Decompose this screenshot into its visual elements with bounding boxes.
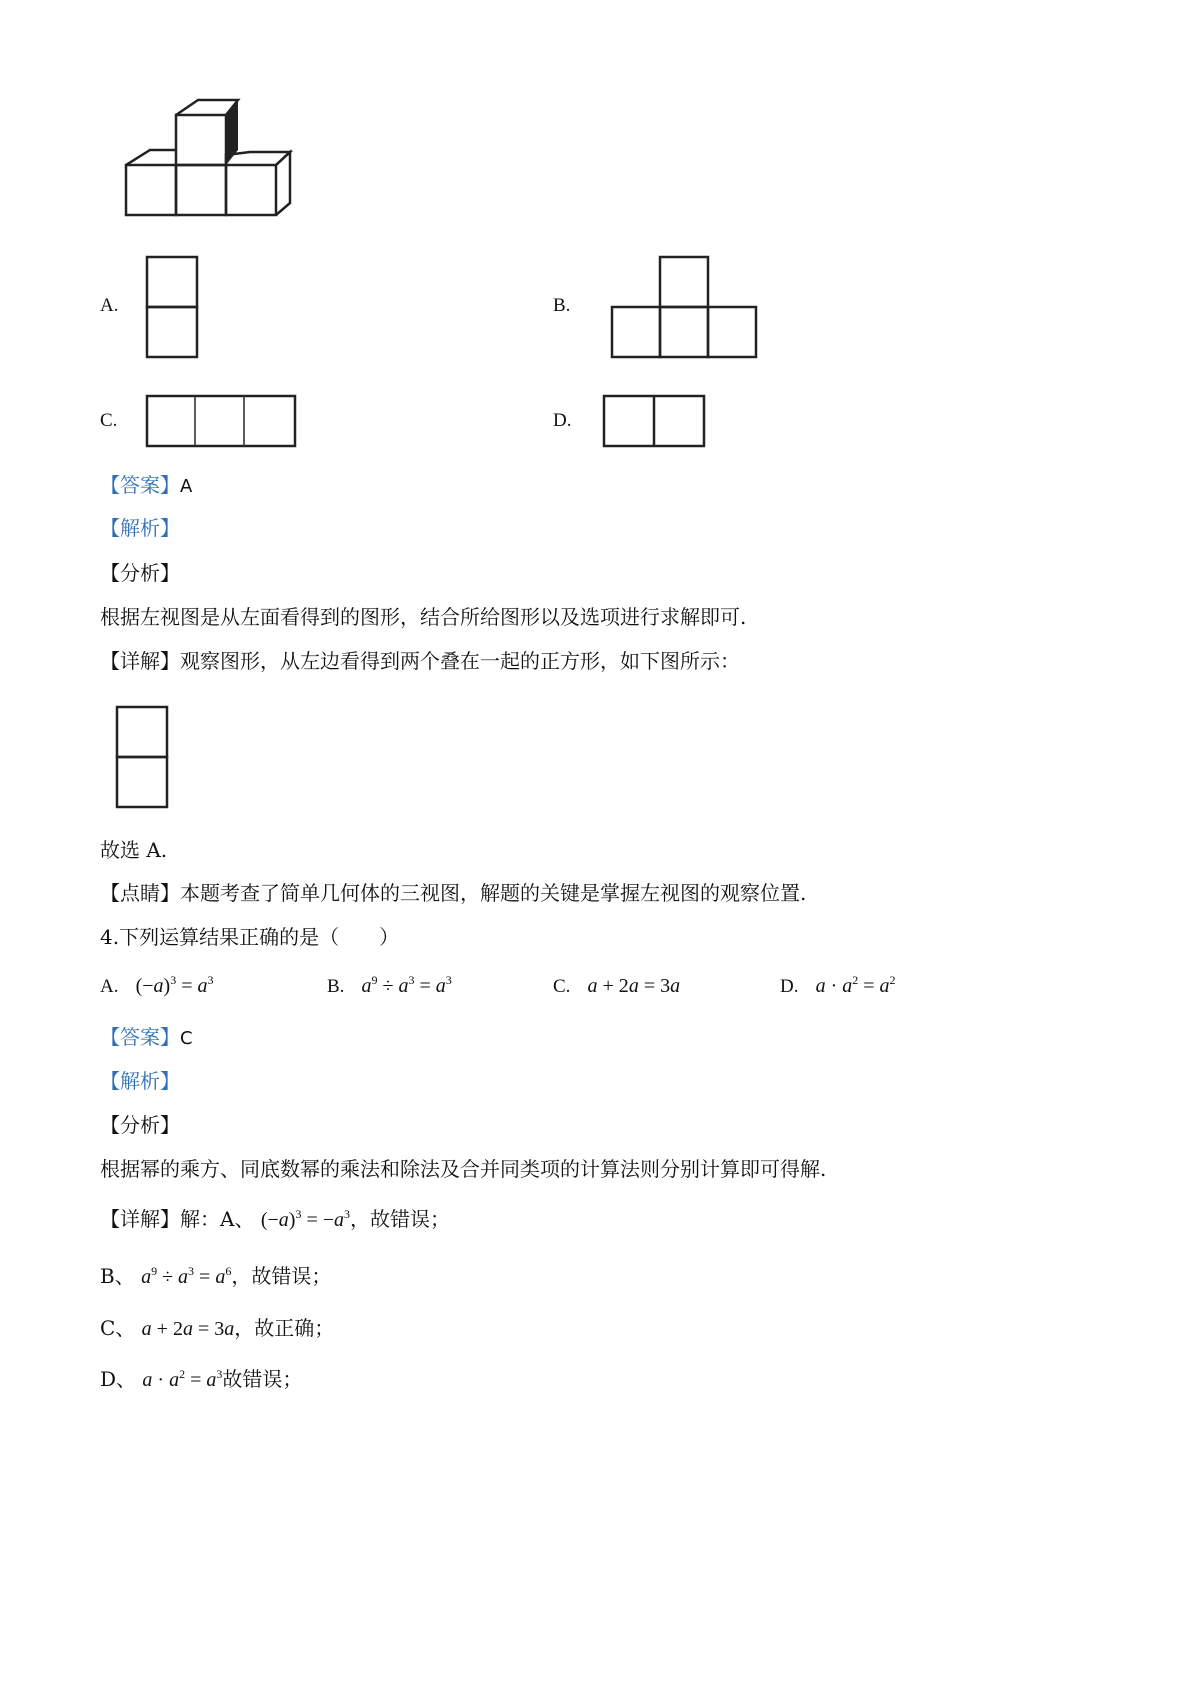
fig-option-c — [145, 394, 299, 450]
q4-option-d-expr: $a \cdot a^2 = a^2$ — [815, 973, 896, 997]
q4-detail-c — [100, 1315, 334, 1342]
q4-option-b-expr: $a^9 \div a^3 = a^3$ — [361, 973, 452, 997]
fig-option-b — [610, 255, 762, 361]
left-view-figure — [115, 705, 173, 811]
q4-fenxi-text: 根据幂的乘方、同底数幂的乘法和除法及合并同类项的计算法则分别计算即可得解. — [100, 1157, 827, 1181]
q3-detail-tag: 【详解】 — [100, 649, 180, 673]
q4-option-c-label: C. — [553, 976, 571, 997]
q4-answer-tag: 【答案】 — [100, 1025, 180, 1049]
q4-detail-a-expr: $(-a)^3 = -a^3$ — [260, 1207, 350, 1231]
q3-detail-line — [100, 648, 740, 674]
fig-option-a-label: A. — [100, 295, 119, 316]
q4-option-b — [327, 975, 452, 998]
q4-option-d — [780, 975, 896, 998]
fig-option-b-label: B. — [553, 295, 571, 316]
q4-detail-b-expr: $a^9 \div a^3 = a^6$ — [141, 1264, 232, 1288]
q4-detail-b — [100, 1263, 331, 1290]
q3-comment-text: 本题考查了简单几何体的三视图，解题的关键是掌握左视图的观察位置. — [180, 881, 807, 905]
q4-detail-d-head: D、 — [100, 1367, 137, 1391]
q4-fenxi-tag: 【分析】 — [100, 1113, 180, 1137]
q4-detail-d-expr: $a \cdot a^2 = a^3$ — [142, 1367, 223, 1391]
q4-detail-b-head: B、 — [100, 1264, 135, 1288]
q4-detail-c-head: C、 — [100, 1316, 136, 1340]
q4-detail-d-tail: 故错误； — [222, 1367, 303, 1391]
q3-choose-text: 故选 A. — [100, 838, 168, 862]
q3-comment-line — [100, 880, 806, 906]
q4-detail-c-tail: ，故正确； — [234, 1316, 335, 1340]
q3-answer-value: A — [180, 476, 193, 497]
q3-fenxi-tag: 【分析】 — [100, 561, 180, 585]
q3-fenxi-text: 根据左视图是从左面看得到的图形，结合所给图形以及选项进行求解即可. — [100, 605, 747, 629]
q4-question: 4.下列运算结果正确的是（ ） — [100, 925, 400, 949]
q4-detail-c-expr: a + 2a = 3a — [141, 1318, 235, 1340]
fig-option-d — [602, 394, 708, 450]
q4-option-a-label: A. — [100, 976, 119, 997]
q3-analysis-tag: 【解析】 — [100, 516, 180, 540]
q4-detail-a — [100, 1206, 450, 1233]
q4-answer-value: C — [180, 1028, 193, 1049]
q4-detail-d — [100, 1366, 302, 1393]
q4-option-d-label: D. — [780, 976, 799, 997]
q3-comment-tag: 【点睛】 — [100, 881, 180, 905]
q4-option-a-expr: $(-a)^3 = a^3$ — [135, 973, 214, 997]
q4-detail-b-tail: ，故错误； — [231, 1264, 332, 1288]
fig-option-c-label: C. — [100, 410, 118, 431]
q4-detail-intro: 解：A、 — [180, 1207, 255, 1231]
q4-option-c — [553, 975, 680, 998]
cube-solid-figure — [120, 95, 300, 220]
q3-answer-line — [100, 472, 192, 500]
q3-answer-tag: 【答案】 — [100, 473, 180, 497]
q4-option-a — [100, 975, 213, 998]
q4-detail-tag: 【详解】 — [100, 1207, 180, 1231]
q4-answer-line — [100, 1024, 193, 1052]
q4-option-c-expr: a + 2a = 3a — [587, 975, 681, 997]
fig-option-d-label: D. — [553, 410, 572, 431]
q4-detail-a-tail: ，故错误； — [350, 1207, 450, 1231]
fig-option-a — [145, 255, 201, 361]
q3-detail-text: 观察图形，从左边看得到两个叠在一起的正方形，如下图所示： — [180, 649, 740, 673]
q4-option-b-label: B. — [327, 976, 345, 997]
q4-analysis-tag: 【解析】 — [100, 1069, 180, 1093]
